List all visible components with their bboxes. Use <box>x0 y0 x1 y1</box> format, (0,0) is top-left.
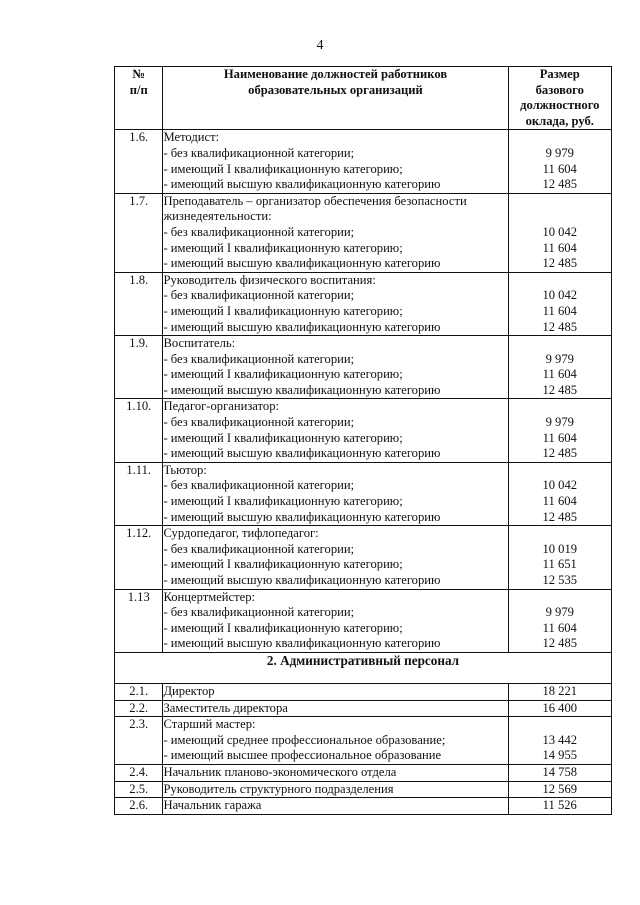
position-line: - имеющий высшую квалификационную категорию <box>163 382 441 397</box>
salary-value: 11 604 <box>542 161 577 176</box>
position-line: - без квалификационной категории; <box>163 541 355 556</box>
salary-value: 18 221 <box>542 683 578 698</box>
row-position-name <box>163 130 508 193</box>
salary-value: 13 442 <box>542 732 578 747</box>
salary-value: 9 979 <box>545 415 574 430</box>
header-salary-line: Размер <box>539 67 580 81</box>
section-title: 2. Административный персонал <box>115 652 612 683</box>
salary-value <box>509 717 611 733</box>
row-salary <box>508 462 611 525</box>
table-header-row <box>115 67 612 130</box>
row-salary <box>508 589 611 652</box>
position-line: - имеющий высшую квалификационную категорию <box>163 177 441 192</box>
salary-value <box>509 526 611 542</box>
position-line: Концертмейстер: <box>163 589 256 604</box>
row-salary <box>508 399 611 462</box>
header-salary-line: базового <box>535 82 584 97</box>
row-number: 1.8. <box>115 272 163 335</box>
position-line: - имеющий I квалификационную категорию; <box>163 430 403 445</box>
group2-body <box>115 683 612 814</box>
row-salary <box>508 781 611 798</box>
row-position-name <box>163 193 508 272</box>
table-row <box>115 462 612 525</box>
position-line: - имеющий I квалификационную категорию; <box>163 367 403 382</box>
header-number <box>115 67 163 130</box>
position-line: - имеющий I квалификационную категорию; <box>163 557 403 572</box>
header-number-line: п/п <box>129 82 148 97</box>
salary-value: 11 651 <box>542 557 577 572</box>
position-line: - имеющий I квалификационную категорию; <box>163 240 403 255</box>
position-line: - имеющий I квалификационную категорию; <box>163 303 403 318</box>
row-salary <box>508 764 611 781</box>
position-line: - без квалификационной категории; <box>163 145 355 160</box>
salary-value <box>509 463 611 479</box>
position-line: - имеющий I квалификационную категорию; <box>163 620 403 635</box>
position-line: - имеющий высшую квалификационную категорию <box>163 319 441 334</box>
row-salary <box>508 130 611 193</box>
row-number: 1.6. <box>115 130 163 193</box>
row-position-name <box>163 272 508 335</box>
row-number: 1.9. <box>115 336 163 399</box>
position-line: - имеющий I квалификационную категорию; <box>163 161 403 176</box>
table-row <box>115 589 612 652</box>
salary-value: 12 535 <box>542 573 578 587</box>
salary-value: 12 485 <box>542 177 578 192</box>
header-name-line: образовательных организаций <box>248 82 423 97</box>
row-number: 2.5. <box>115 781 163 798</box>
table-row <box>115 700 612 717</box>
row-number: 2.3. <box>115 717 163 765</box>
position-line: Сурдопедагог, тифлопедагог: <box>163 526 319 541</box>
table-row <box>115 193 612 272</box>
table-row <box>115 272 612 335</box>
salary-value: 11 604 <box>542 494 577 509</box>
salary-value: 11 604 <box>542 240 577 255</box>
table-row <box>115 764 612 781</box>
salary-value: 9 979 <box>545 605 574 620</box>
header-salary <box>508 67 611 130</box>
salary-value: 11 604 <box>542 620 577 635</box>
row-number: 1.10. <box>115 399 163 462</box>
row-position-name <box>163 399 508 462</box>
table-row <box>115 781 612 798</box>
row-position-name <box>163 462 508 525</box>
row-position-name <box>163 589 508 652</box>
position-line: - имеющий высшую квалификационную категорию <box>163 509 441 524</box>
salary-value: 10 042 <box>542 288 578 303</box>
salary-value <box>509 273 611 289</box>
header-position-name <box>163 67 508 130</box>
salary-value: 12 485 <box>542 636 578 651</box>
position-line: Тьютор: <box>163 462 207 477</box>
salary-value: 12 485 <box>542 256 578 271</box>
row-salary <box>508 272 611 335</box>
row-number: 2.2. <box>115 700 163 717</box>
row-number: 2.6. <box>115 798 163 815</box>
position-line: - без квалификационной категории; <box>163 224 355 239</box>
table-row <box>115 399 612 462</box>
salary-value: 12 485 <box>542 319 578 334</box>
row-number: 1.11. <box>115 462 163 525</box>
header-number-line: № <box>132 67 146 81</box>
row-number: 2.4. <box>115 764 163 781</box>
salary-value: 12 485 <box>542 509 578 524</box>
salary-value <box>509 130 611 146</box>
table-row <box>115 130 612 193</box>
position-line: Воспитатель: <box>163 336 236 351</box>
position-line: Старший мастер: <box>163 717 256 732</box>
table-row <box>115 798 612 815</box>
position-line: - имеющий высшую квалификационную категорию <box>163 636 441 651</box>
position-line: - без квалификационной категории; <box>163 351 355 366</box>
position-line: - без квалификационной категории; <box>163 478 355 493</box>
salary-value: 12 485 <box>542 446 578 461</box>
salary-value: 16 400 <box>542 700 578 715</box>
table-row <box>115 717 612 765</box>
position-line: - имеющий среднее профессиональное образование; <box>163 732 446 747</box>
position-line: Руководитель структурного подразделения <box>163 781 394 796</box>
row-number: 2.1. <box>115 683 163 700</box>
position-line: Заместитель директора <box>163 700 288 715</box>
table-row <box>115 683 612 700</box>
row-salary <box>508 526 611 589</box>
page-number: 4 <box>316 38 324 53</box>
row-position-name <box>163 798 508 815</box>
row-number: 1.13 <box>115 589 163 652</box>
salary-value: 14 758 <box>542 764 578 779</box>
salary-value <box>509 336 611 352</box>
row-salary <box>508 798 611 815</box>
salary-value <box>509 194 611 210</box>
row-position-name <box>163 700 508 717</box>
row-position-name <box>163 683 508 700</box>
position-line: Преподаватель – организатор обеспечения безопасности <box>163 193 467 208</box>
row-salary <box>508 336 611 399</box>
position-line: - имеющий I квалификационную категорию; <box>163 494 403 509</box>
row-number: 1.7. <box>115 193 163 272</box>
salary-value: 14 955 <box>542 748 578 763</box>
row-number: 1.12. <box>115 526 163 589</box>
salary-value: 11 526 <box>542 798 577 813</box>
salary-value: 10 019 <box>542 541 578 556</box>
salary-value: 10 042 <box>542 224 578 239</box>
row-salary <box>508 683 611 700</box>
position-line: Педагог-организатор: <box>163 399 279 414</box>
salary-value <box>509 399 611 415</box>
salary-table <box>114 66 612 815</box>
position-line: - без квалификационной категории; <box>163 605 355 620</box>
position-line: - имеющий высшую квалификационную категорию <box>163 446 441 461</box>
position-line: - имеющий высшую квалификационную категорию <box>163 256 441 271</box>
position-line: жизнедеятельности: <box>163 209 272 224</box>
salary-value: 9 979 <box>545 145 574 160</box>
position-line: - имеющий высшее профессиональное образование <box>163 748 442 763</box>
header-salary-line: оклада, руб. <box>525 113 594 128</box>
salary-value: 12 485 <box>542 382 578 397</box>
position-line: Начальник гаража <box>163 798 262 813</box>
salary-value: 12 569 <box>542 781 578 796</box>
row-salary <box>508 193 611 272</box>
salary-value <box>509 590 611 606</box>
group1-body <box>115 130 612 653</box>
row-position-name <box>163 781 508 798</box>
salary-value <box>509 209 611 225</box>
position-line: Руководитель физического воспитания: <box>163 272 376 287</box>
row-position-name <box>163 764 508 781</box>
position-line: Директор <box>163 683 215 698</box>
section-row <box>115 652 612 683</box>
position-line: - без квалификационной категории; <box>163 288 355 303</box>
row-salary <box>508 717 611 765</box>
salary-value: 11 604 <box>542 303 577 318</box>
row-position-name <box>163 526 508 589</box>
position-line: - имеющий высшую квалификационную категорию <box>163 573 441 587</box>
table-row <box>115 526 612 589</box>
row-position-name <box>163 717 508 765</box>
position-line: - без квалификационной категории; <box>163 415 355 430</box>
row-position-name <box>163 336 508 399</box>
salary-value: 9 979 <box>545 351 574 366</box>
header-name-line: Наименование должностей работников <box>223 67 448 81</box>
row-salary <box>508 700 611 717</box>
header-salary-line: должностного <box>520 98 600 113</box>
salary-value: 11 604 <box>542 430 577 445</box>
salary-value: 11 604 <box>542 367 577 382</box>
salary-value: 10 042 <box>542 478 578 493</box>
position-line: Методист: <box>163 130 220 145</box>
table-row <box>115 336 612 399</box>
position-line: Начальник планово-экономического отдела <box>163 764 397 779</box>
